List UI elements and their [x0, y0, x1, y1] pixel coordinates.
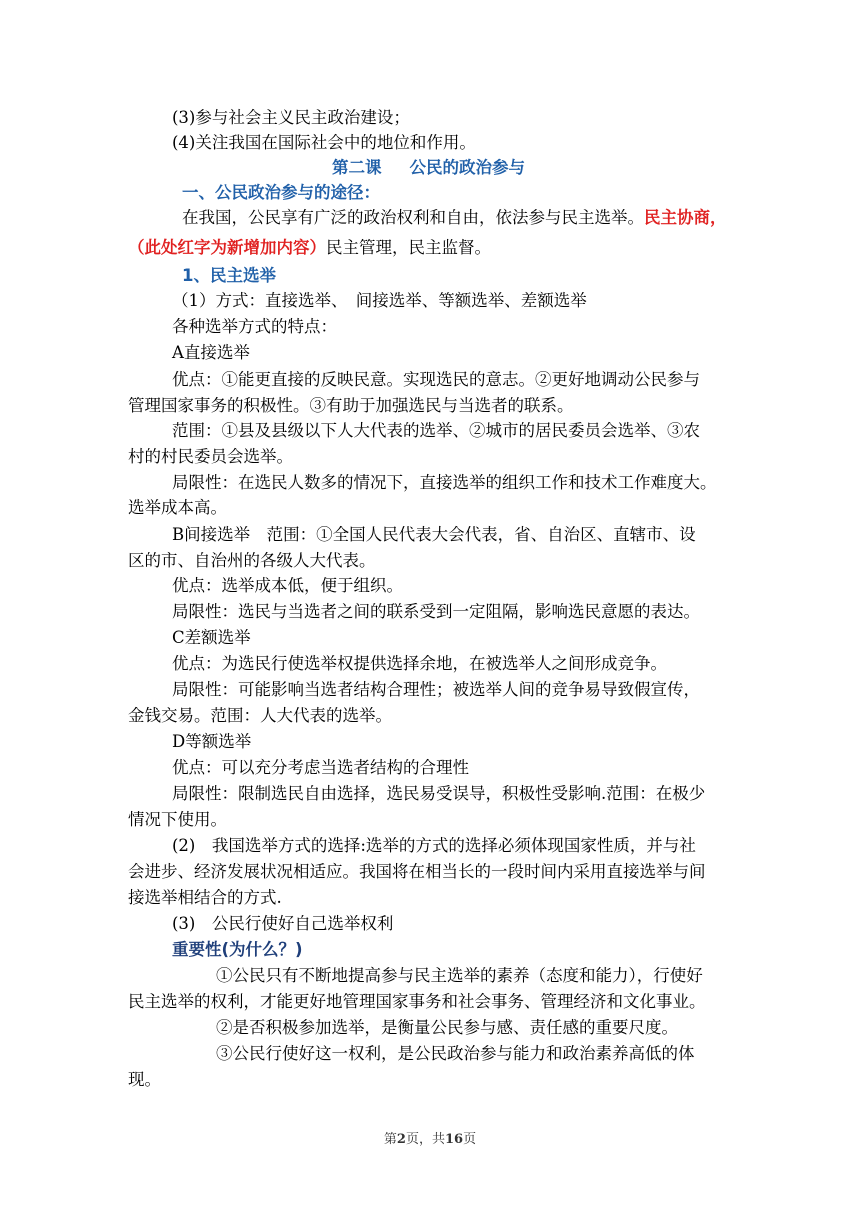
- paragraph-text: 在我国，公民享有广泛的政治权利和自由，依法参与民主选举。: [182, 208, 644, 227]
- paragraph-line: 金钱交易。范围：人大代表的选举。: [128, 706, 392, 725]
- paragraph-line: （1）方式：直接选举、 间接选举、等额选举、差额选举: [172, 291, 587, 310]
- paragraph-line: 范围：①县及县级以下人大代表的选举、②城市的居民委员会选举、③农: [172, 421, 700, 440]
- subsection-heading: 1、民主选举: [182, 266, 276, 285]
- paragraph-line: 优点：选举成本低，便于组织。: [172, 576, 403, 595]
- paragraph-line: 优点：可以充分考虑当选者结构的合理性: [172, 758, 469, 777]
- page-title: [332, 156, 525, 180]
- page-number: 2: [396, 1132, 406, 1147]
- paragraph-line: 接选举相结合的方式.: [128, 888, 282, 907]
- paragraph-line: 管理国家事务的积极性。③有助于加强选民与当选者的联系。: [128, 396, 574, 415]
- highlight-note: （此处红字为新增加内容）: [128, 238, 326, 257]
- paragraph-line: (2) 我国选举方式的选择:选举的方式的选择必须体现国家性质，并与社: [172, 836, 696, 855]
- paragraph-line: ③公民行使好这一权利，是公民政治参与能力和政治素养高低的体: [216, 1044, 695, 1063]
- footer-suffix: 页: [463, 1132, 477, 1147]
- page-total: 16: [444, 1132, 464, 1147]
- paragraph-line: 选举成本高。: [128, 498, 227, 517]
- paragraph-line: [182, 206, 727, 230]
- subsection-heading: 重要性(为什么？): [172, 940, 303, 959]
- paragraph-line: 局限性：选民与当选者之间的联系受到一定阻隔，影响选民意愿的表达。: [172, 602, 700, 621]
- paragraph-line: 优点：为选民行使选举权提供选择余地，在被选举人之间形成竞争。: [172, 654, 667, 673]
- section-heading: 一、公民政治参与的途径：: [182, 183, 380, 202]
- paragraph-line: 各种选举方式的特点：: [172, 317, 337, 336]
- footer-prefix: 第: [383, 1132, 397, 1147]
- paragraph-line: ①公民只有不断地提高参与民主选举的素养（态度和能力），行使好: [216, 966, 703, 985]
- paragraph-line: 局限性：在选民人数多的情况下，直接选举的组织工作和技术工作难度大。: [172, 473, 717, 492]
- paragraph-line: 局限性：可能影响当选者结构合理性；被选举人间的竞争易导致假宣传，: [172, 680, 700, 699]
- paragraph-line: 会进步、经济发展状况相适应。我国将在相当长的一段时间内采用直接选举与间: [128, 862, 706, 881]
- list-item: (4)关注我国在国际社会中的地位和作用。: [172, 133, 476, 152]
- paragraph-line: 村的村民委员会选举。: [128, 447, 293, 466]
- paragraph-line: A直接选举: [172, 343, 250, 362]
- footer-middle: 页，共: [405, 1132, 445, 1147]
- paragraph-line: 民主选举的权利，才能更好地管理国家事务和社会事务、管理经济和文化事业。: [128, 992, 706, 1011]
- paragraph-line: B间接选举 范围：①全国人民代表大会代表，省、自治区、直辖市、设: [172, 525, 696, 544]
- page-footer: [0, 1128, 860, 1147]
- paragraph-line: 情况下使用。: [128, 810, 227, 829]
- paragraph-line: 局限性：限制选民自由选择，选民易受误导，积极性受影响.范围：在极少: [172, 784, 706, 803]
- paragraph-line: C差额选举: [172, 628, 251, 647]
- paragraph-line: (3) 公民行使好自己选举权利: [172, 914, 394, 933]
- lesson-label: 第二课: [332, 158, 382, 177]
- paragraph-text: 民主管理，民主监督。: [326, 238, 491, 257]
- lesson-topic: 公民的政治参与: [409, 158, 525, 177]
- paragraph-line: 现。: [128, 1070, 161, 1089]
- paragraph-line: 优点：①能更直接的反映民意。实现选民的意志。②更好地调动公民参与: [172, 370, 700, 389]
- paragraph-line: [128, 236, 491, 260]
- paragraph-line: ②是否积极参加选举，是衡量公民参与感、责任感的重要尺度。: [216, 1018, 678, 1037]
- list-item: (3)参与社会主义民主政治建设；: [172, 108, 410, 127]
- highlight-text: 民主协商，: [644, 208, 727, 227]
- paragraph-line: 区的市、自治州的各级人大代表。: [128, 551, 376, 570]
- paragraph-line: D等额选举: [172, 732, 252, 751]
